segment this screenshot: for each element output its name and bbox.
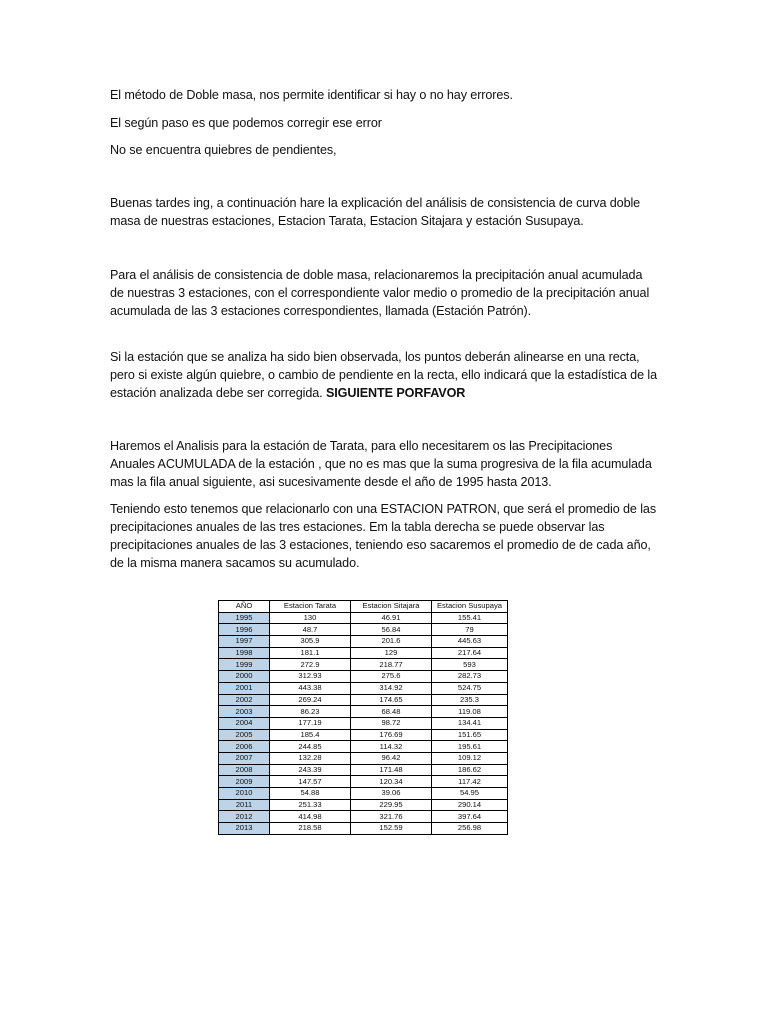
paragraph-metodo: El método de Doble masa, nos permite identificar si hay o no hay errores. [110, 88, 513, 102]
cell-sitajara: 275.6 [351, 671, 432, 683]
cell-tarata: 414.98 [270, 811, 351, 823]
cell-tarata: 54.88 [270, 788, 351, 800]
cell-susupaya: 195.61 [432, 741, 508, 753]
cell-susupaya: 119.08 [432, 706, 508, 718]
cell-year: 1996 [219, 624, 270, 636]
header-susupaya: Estacion Susupaya [432, 601, 508, 613]
table-row [219, 823, 508, 835]
cell-sitajara: 176.69 [351, 729, 432, 741]
precipitation-table [218, 600, 508, 835]
cell-sitajara: 314.92 [351, 682, 432, 694]
cell-susupaya: 79 [432, 624, 508, 636]
paragraph-recta-text: Si la estación que se analiza ha sido bien observada, los puntos deberán alinearse en una recta, pero si existe algún quiebre, o cambio de pendiente en la recta, ello indicará que la estadística de la estación analizada debe ser corregida. [110, 350, 657, 400]
cell-tarata: 272.9 [270, 659, 351, 671]
cell-susupaya: 290.14 [432, 799, 508, 811]
cell-sitajara: 129 [351, 647, 432, 659]
cell-susupaya: 524.75 [432, 682, 508, 694]
cell-tarata: 305.9 [270, 636, 351, 648]
cell-year: 1997 [219, 636, 270, 648]
cell-year: 2003 [219, 706, 270, 718]
cell-tarata: 86.23 [270, 706, 351, 718]
table-row [219, 706, 508, 718]
cell-susupaya: 397.64 [432, 811, 508, 823]
paragraph-tarata: Haremos el Analisis para la estación de Tarata, para ello necesitarem os las Precipitaciones Anuales ACUMULADA de la estación , que no es mas que la suma progresiva de la fila acumulada mas la fila anual siguiente, asi sucesivamente desde el año de 1995 hasta 2013. [110, 439, 652, 489]
cell-susupaya: 217.64 [432, 647, 508, 659]
header-tarata: Estacion Tarata [270, 601, 351, 613]
cell-susupaya: 54.95 [432, 788, 508, 800]
cell-year: 2009 [219, 776, 270, 788]
table-row [219, 752, 508, 764]
cell-year: 2008 [219, 764, 270, 776]
cell-sitajara: 39.06 [351, 788, 432, 800]
cell-tarata: 269.24 [270, 694, 351, 706]
table-row [219, 799, 508, 811]
paragraph-patron: Teniendo esto tenemos que relacionarlo con una ESTACION PATRON, que será el promedio de las precipitaciones anuales de las tres estaciones. Em la tabla derecha se puede observar las precipitaciones anuales de las 3 estaciones, teniendo eso sacaremos el promedio de de cada año, de la misma manera sacamos su acumulado. [110, 502, 657, 570]
cell-tarata: 218.58 [270, 823, 351, 835]
table-row [219, 694, 508, 706]
table-row [219, 647, 508, 659]
cell-sitajara: 56.84 [351, 624, 432, 636]
cell-susupaya: 155.41 [432, 612, 508, 624]
cell-tarata: 251.33 [270, 799, 351, 811]
cell-tarata: 132.28 [270, 752, 351, 764]
paragraph-segundo-paso: El según paso es que podemos corregir ese error [110, 116, 382, 130]
cell-sitajara: 68.48 [351, 706, 432, 718]
cell-tarata: 312.93 [270, 671, 351, 683]
table-row [219, 671, 508, 683]
cell-sitajara: 229.95 [351, 799, 432, 811]
table-row [219, 636, 508, 648]
cell-susupaya: 282.73 [432, 671, 508, 683]
cell-year: 2010 [219, 788, 270, 800]
table-row [219, 612, 508, 624]
cell-tarata: 130 [270, 612, 351, 624]
cell-susupaya: 186.62 [432, 764, 508, 776]
cell-sitajara: 321.76 [351, 811, 432, 823]
cell-year: 2005 [219, 729, 270, 741]
table-row [219, 624, 508, 636]
cell-tarata: 244.85 [270, 741, 351, 753]
cell-sitajara: 152.59 [351, 823, 432, 835]
cell-year: 1999 [219, 659, 270, 671]
cell-tarata: 185.4 [270, 729, 351, 741]
cell-year: 2007 [219, 752, 270, 764]
table-row [219, 659, 508, 671]
cell-sitajara: 218.77 [351, 659, 432, 671]
cell-year: 2013 [219, 823, 270, 835]
table-row [219, 764, 508, 776]
cell-susupaya: 151.65 [432, 729, 508, 741]
table-row [219, 729, 508, 741]
table-body [219, 612, 508, 834]
table-row [219, 682, 508, 694]
cell-sitajara: 174.65 [351, 694, 432, 706]
cell-tarata: 147.57 [270, 776, 351, 788]
header-ano: AÑO [219, 601, 270, 613]
cell-year: 2012 [219, 811, 270, 823]
header-sitajara: Estacion Sitajara [351, 601, 432, 613]
cell-tarata: 177.19 [270, 717, 351, 729]
cell-tarata: 443.38 [270, 682, 351, 694]
table-row [219, 811, 508, 823]
cell-sitajara: 201.6 [351, 636, 432, 648]
cell-year: 2001 [219, 682, 270, 694]
cell-year: 2011 [219, 799, 270, 811]
table-row [219, 741, 508, 753]
cell-sitajara: 171.48 [351, 764, 432, 776]
siguiente-porfavor-text: SIGUIENTE PORFAVOR [325, 386, 466, 400]
cell-year: 2000 [219, 671, 270, 683]
table-header-row [219, 601, 508, 613]
cell-sitajara: 114.32 [351, 741, 432, 753]
table-row [219, 717, 508, 729]
cell-tarata: 243.39 [270, 764, 351, 776]
cell-year: 2006 [219, 741, 270, 753]
cell-year: 1995 [219, 612, 270, 624]
cell-susupaya: 134.41 [432, 717, 508, 729]
cell-susupaya: 256.98 [432, 823, 508, 835]
cell-susupaya: 445.63 [432, 636, 508, 648]
cell-susupaya: 117.42 [432, 776, 508, 788]
cell-year: 2004 [219, 717, 270, 729]
cell-susupaya: 593 [432, 659, 508, 671]
cell-sitajara: 96.42 [351, 752, 432, 764]
cell-year: 2002 [219, 694, 270, 706]
cell-sitajara: 46.91 [351, 612, 432, 624]
cell-susupaya: 235.3 [432, 694, 508, 706]
cell-sitajara: 98.72 [351, 717, 432, 729]
cell-sitajara: 120.34 [351, 776, 432, 788]
paragraph-quiebres: No se encuentra quiebres de pendientes, [110, 143, 337, 157]
cell-year: 1998 [219, 647, 270, 659]
table-row [219, 776, 508, 788]
paragraph-analisis: Para el análisis de consistencia de doble masa, relacionaremos la precipitación anual acumulada de nuestras 3 estaciones, con el correspondiente valor medio o promedio de la precipitación anual acumulada de las 3 estaciones correspondientes, llamada (Estación Patrón). [110, 268, 650, 318]
paragraph-intro: Buenas tardes ing, a continuación hare la explicación del análisis de consistencia de curva doble masa de nuestras estaciones, Estacion Tarata, Estacion Sitajara y estación Susupaya. [110, 196, 641, 228]
cell-tarata: 48.7 [270, 624, 351, 636]
cell-tarata: 181.1 [270, 647, 351, 659]
paragraph-recta [110, 348, 658, 402]
table-row [219, 788, 508, 800]
cell-susupaya: 109.12 [432, 752, 508, 764]
